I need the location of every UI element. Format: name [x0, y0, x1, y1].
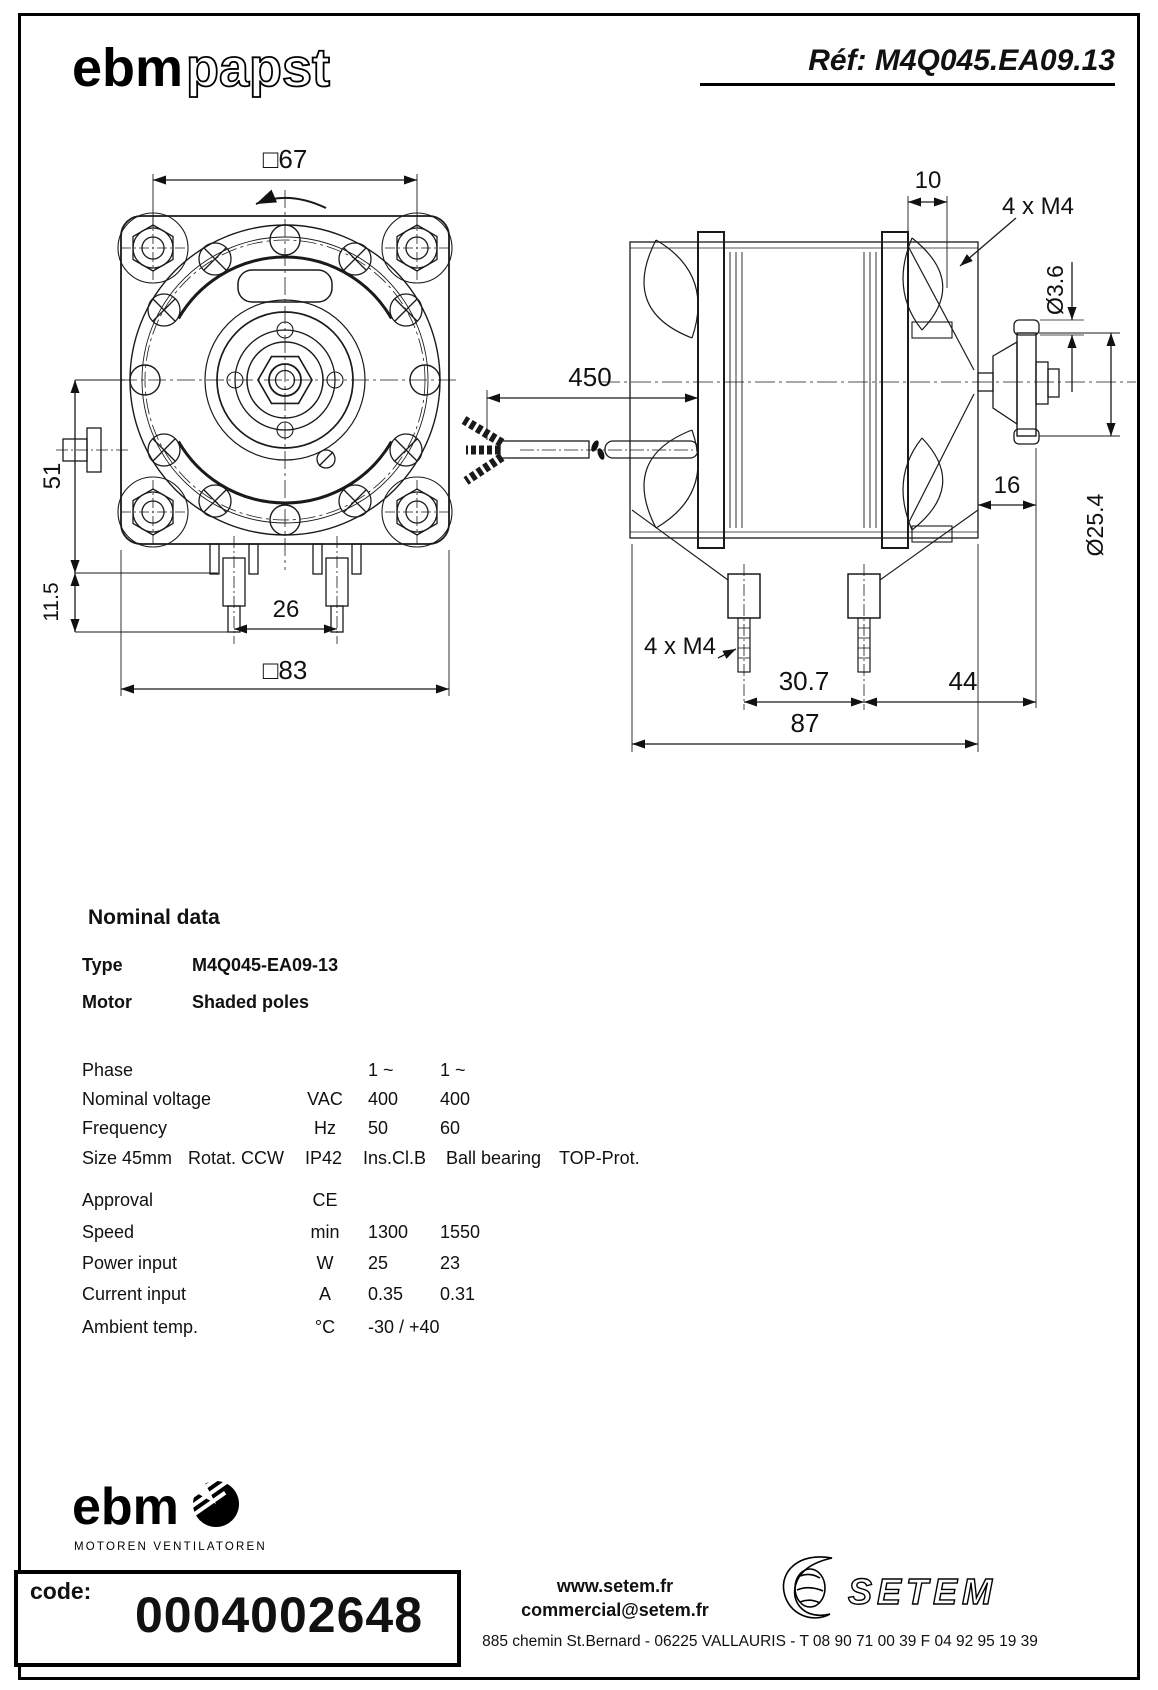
dim-label-26: 26 — [272, 596, 300, 623]
spec-row-speed — [82, 1222, 702, 1246]
dim-label-83: □83 — [262, 655, 308, 685]
dim-label-87: 87 — [790, 708, 820, 738]
spec-value-50hz: 50 — [368, 1118, 389, 1138]
code-label: code: — [30, 1578, 92, 1604]
spec-row-frequency — [82, 1118, 702, 1142]
motor-body — [630, 232, 978, 580]
ebm-footer-logo — [72, 1478, 292, 1556]
spec-value-50hz: -30 / +40 — [368, 1317, 440, 1337]
spec-value-50hz: 0.35 — [368, 1284, 404, 1304]
motor-row — [82, 992, 682, 1016]
cable — [464, 420, 698, 481]
spec-label: Ambient temp. — [82, 1317, 199, 1337]
spec-row-power — [82, 1253, 702, 1277]
spec-row-ambient — [82, 1317, 702, 1341]
setem-website: www.setem.fr — [556, 1576, 674, 1596]
setem-email: commercial@setem.fr — [521, 1600, 709, 1620]
spec-label: Nominal voltage — [82, 1089, 212, 1109]
feature-top-prot: TOP-Prot. — [559, 1148, 640, 1168]
dim-label-30-7: 30.7 — [778, 666, 830, 696]
spec-label: Current input — [82, 1284, 187, 1304]
feature-bearing: Ball bearing — [446, 1148, 542, 1168]
spec-unit: min — [310, 1222, 340, 1242]
setem-contact — [470, 1574, 760, 1622]
side-dim-450 — [487, 390, 698, 440]
reference-number: Réf: M4Q045.EA09.13 — [700, 44, 1115, 86]
spec-value-50hz: 1 ~ — [368, 1060, 394, 1080]
motor-value: Shaded poles — [192, 992, 310, 1012]
nominal-data-title: Nominal data — [88, 906, 220, 929]
spec-unit: W — [316, 1253, 334, 1273]
logo-papst-text: papst — [186, 38, 331, 98]
spec-unit: °C — [314, 1317, 336, 1337]
dim-label-450: 450 — [568, 362, 612, 392]
spec-row-approval — [82, 1190, 702, 1214]
feature-insulation: Ins.Cl.B — [363, 1148, 427, 1168]
setem-logo — [770, 1550, 1070, 1635]
spec-value-60hz: 1550 — [440, 1222, 481, 1242]
front-view-drawing — [30, 140, 460, 710]
setem-address: 885 chemin St.Bernard - 06225 VALLAURIS - T 08 90 71 00 39 F 04 92 95 19 39 — [482, 1633, 1038, 1650]
spec-value-60hz: 400 — [440, 1089, 471, 1109]
spec-unit: VAC — [307, 1089, 343, 1109]
spec-label: Phase — [82, 1060, 134, 1080]
spec-label: Approval — [82, 1190, 154, 1210]
spec-value-50hz: 400 — [368, 1089, 399, 1109]
feature-protection: IP42 — [305, 1148, 343, 1168]
dim-label-11-5: 11.5 — [40, 582, 63, 622]
feature-size: Size 45mm — [82, 1148, 173, 1168]
spec-value-50hz: 1300 — [368, 1222, 409, 1242]
screws-bottom-leader — [718, 649, 736, 658]
code-value: 0004002648 — [134, 1587, 424, 1643]
dim-label-51: 51 — [39, 462, 66, 490]
spec-row-voltage — [82, 1089, 702, 1113]
spec-value-60hz: 0.31 — [440, 1284, 476, 1304]
type-value: M4Q045-EA09-13 — [192, 955, 339, 975]
features-row — [82, 1148, 722, 1172]
fan-icon — [180, 1478, 239, 1527]
spec-value-60hz: 23 — [440, 1253, 461, 1273]
side-dim-25-4 — [1039, 333, 1120, 436]
feature-rotation: Rotat. CCW — [188, 1148, 285, 1168]
cable-gland-stub — [56, 428, 130, 472]
spec-unit: Hz — [314, 1118, 336, 1138]
logo-ebm-text: ebm — [72, 38, 184, 98]
setem-brand-text: SETEM — [848, 1571, 998, 1612]
spec-value-60hz: 1 ~ — [440, 1060, 466, 1080]
mounting-pins — [210, 536, 361, 644]
setem-swirl-icon — [783, 1557, 832, 1618]
side-view-drawing — [460, 140, 1140, 770]
dim-label-3-6: Ø3.6 — [1042, 265, 1068, 315]
dim-label-25-4: Ø25.4 — [1082, 493, 1108, 557]
spec-label: Power input — [82, 1253, 178, 1273]
dim-label-16: 16 — [993, 472, 1021, 499]
dim-label-10: 10 — [914, 167, 942, 194]
code-box — [14, 1570, 461, 1667]
ebmpapst-logo — [72, 36, 372, 100]
label-screws-rear: 4 x M4 — [1002, 193, 1075, 220]
spec-unit: CE — [312, 1190, 338, 1210]
spec-row-phase — [82, 1060, 702, 1084]
type-label: Type — [82, 955, 123, 975]
motor-label: Motor — [82, 992, 132, 1012]
type-row — [82, 955, 682, 979]
spec-label: Speed — [82, 1222, 135, 1242]
spec-row-current — [82, 1284, 702, 1308]
ebm-logo-text: ebm — [72, 1478, 179, 1536]
rotation-arrow — [256, 198, 326, 208]
dim-label-67: □67 — [262, 144, 308, 174]
spec-unit: A — [318, 1284, 331, 1304]
spec-value-60hz: 60 — [440, 1118, 461, 1138]
spec-label: Frequency — [82, 1118, 168, 1138]
label-screws-bottom: 4 x M4 — [644, 633, 717, 660]
dim-label-44: 44 — [948, 666, 978, 696]
spec-value-50hz: 25 — [368, 1253, 389, 1273]
ebm-logo-subtext: MOTOREN VENTILATOREN — [74, 1541, 267, 1553]
